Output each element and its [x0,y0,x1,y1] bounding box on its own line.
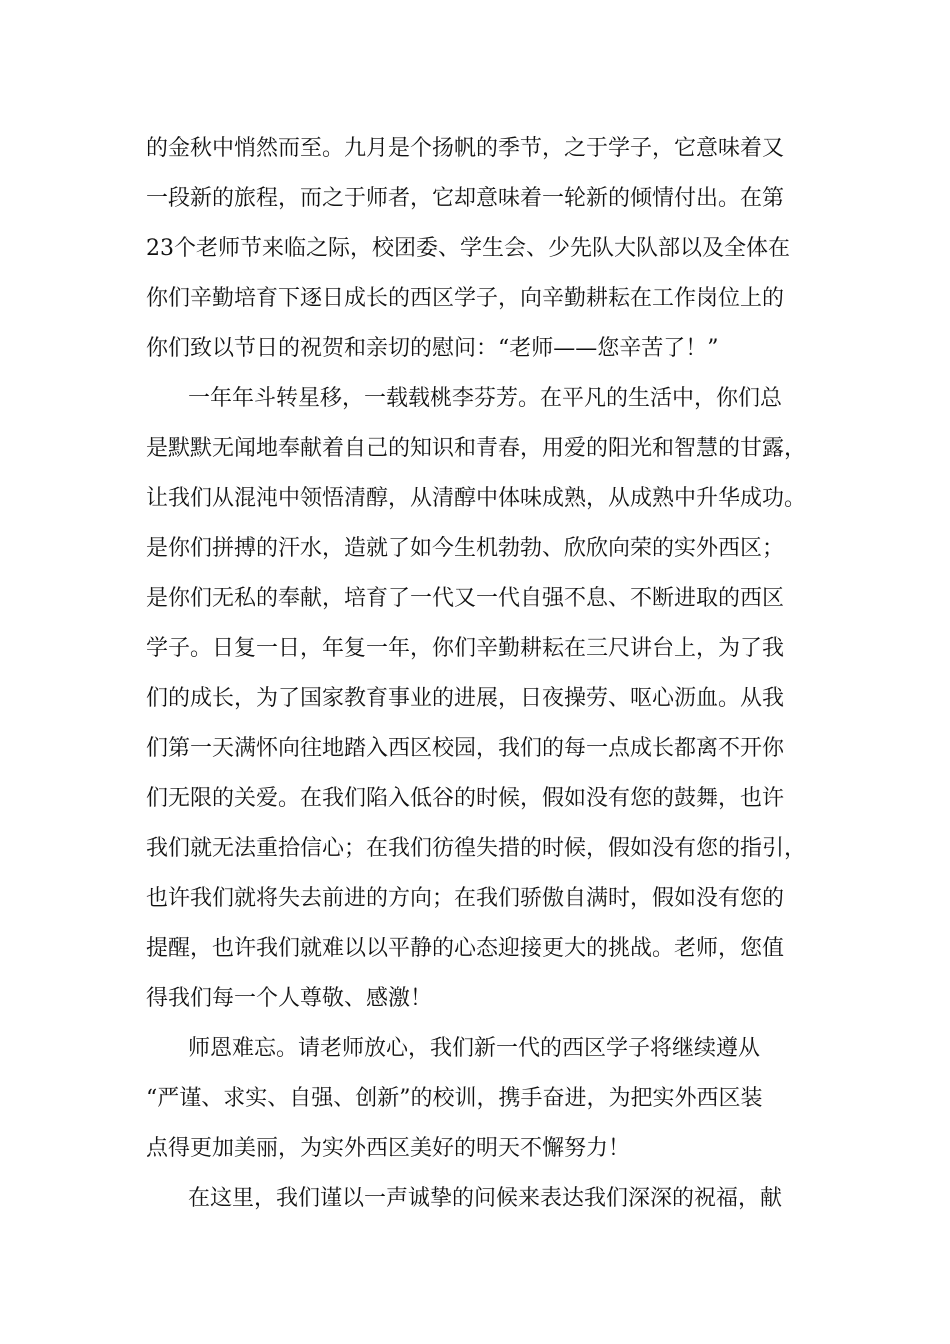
text-line: 23个老师节来临之际，校团委、学生会、少先队大队部以及全体在 [146,236,790,261]
text-line: 你们致以节日的祝贺和亲切的慰问：“老师——您辛苦了！” [146,336,719,361]
text-line: 学子。日复一日，年复一年，你们辛勤耕耘在三尺讲台上，为了我 [146,636,785,661]
text-line: 让我们从混沌中领悟清醇，从清醇中体味成熟，从成熟中升华成功。 [146,486,807,511]
text-line: 也许我们就将失去前进的方向；在我们骄傲自满时，假如没有您的 [146,886,785,911]
text-line: 我们就无法重拾信心；在我们彷徨失措的时候，假如没有您的指引， [146,836,807,861]
text-line: 一段新的旅程，而之于师者，它却意味着一轮新的倾情付出。在第 [146,186,785,211]
text-line: 是默默无闻地奉献着自己的知识和青春，用爱的阳光和智慧的甘露， [146,436,807,461]
text-line: 你们辛勤培育下逐日成长的西区学子，向辛勤耕耘在工作岗位上的 [146,286,785,311]
text-line: 们的成长，为了国家教育事业的进展，日夜操劳、呕心沥血。从我 [146,686,785,711]
text-line: 点得更加美丽，为实外西区美好的明天不懈努力！ [146,1136,631,1161]
text-line: 是你们无私的奉献，培育了一代又一代自强不息、不断进取的西区 [146,586,785,611]
text-line: 提醒，也许我们就难以以平静的心态迎接更大的挑战。老师，您值 [146,936,785,961]
text-line: 们无限的关爱。在我们陷入低谷的时候，假如没有您的鼓舞，也许 [146,786,785,811]
paragraph-first-line: 一年年斗转星移，一载载桃李芬芳。在平凡的生活中，你们总 [188,386,783,411]
text-line: 的金秋中悄然而至。九月是个扬帆的季节，之于学子，它意味着又 [146,136,785,161]
text-line: 是你们拼搏的汗水，造就了如今生机勃勃、欣欣向荣的实外西区； [146,536,785,561]
paragraph-first-line: 师恩难忘。请老师放心，我们新一代的西区学子将继续遵从 [188,1036,761,1061]
text-line: “严谨、求实、自强、创新”的校训，携手奋进，为把实外西区装 [146,1086,763,1111]
text-line: 得我们每一个人尊敬、感激！ [146,986,433,1011]
text-line: 们第一天满怀向往地踏入西区校园，我们的每一点成长都离不开你 [146,736,785,761]
paragraph-first-line: 在这里，我们谨以一声诚挚的问候来表达我们深深的祝福，献 [188,1186,783,1211]
